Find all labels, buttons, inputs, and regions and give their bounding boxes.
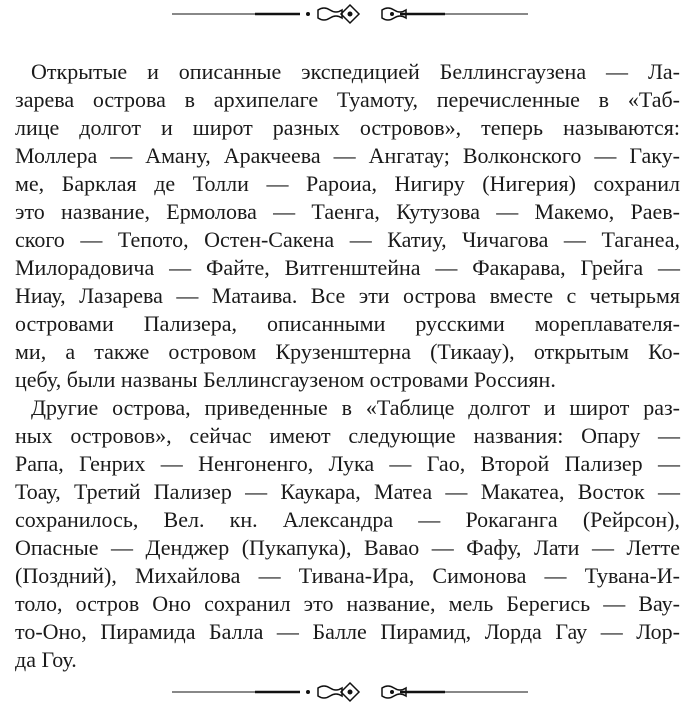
document-body (15, 58, 680, 674)
ornament-icon (172, 683, 528, 701)
text-line: ных островов», сейчас имеют следующие названия: Опару — (15, 423, 680, 448)
text-line: Милорадовича — Файте, Витгенштейна — Факарава, Грейга — (15, 255, 680, 280)
text-line: да Гоу. (15, 647, 77, 672)
text-line: ми, а также островом Крузенштерна (Тикаау), открытым Ко- (15, 339, 680, 364)
text-line: сохранилось, Вел. кн. Александра — Рокаганга (Рейрсон), (15, 507, 680, 532)
text-line: это название, Ермолова — Таенга, Кутузова — Макемо, Раев- (15, 199, 680, 224)
text-line: Моллера — Аману, Аракчеева — Ангатау; Волконского — Гаку- (15, 143, 680, 168)
text-line: Открытые и описанные экспедицией Беллинсгаузена — Ла- (31, 59, 680, 84)
paragraph-2 (15, 394, 680, 674)
text-line: островами Пализера, описанными русскими мореплавателя- (15, 311, 680, 336)
text-line: зарева острова в архипелаге Туамоту, перечисленные в «Таб- (15, 87, 680, 112)
text-line: Рапа, Генрих — Ненгоненго, Лука — Гао, Второй Пализер — (15, 451, 680, 476)
text-line: ского — Тепото, Остен-Сакена — Катиу, Чичагова — Таганеа, (15, 227, 680, 252)
ornament-icon (172, 5, 528, 23)
ornament-divider-top (160, 2, 540, 26)
text-line: ме, Барклая де Толли — Рароиа, Нигиру (Нигерия) сохранил (15, 171, 680, 196)
ornament-divider-bottom (160, 680, 540, 704)
text-line: Тоау, Третий Пализер — Каукара, Матеа — Макатеа, Восток — (15, 479, 680, 504)
paragraph-1 (15, 58, 680, 394)
text-line: (Поздний), Михайлова — Тивана-Ира, Симонова — Тувана-И- (15, 563, 680, 588)
text-line: Другие острова, приведенные в «Таблице долгот и широт раз- (31, 395, 680, 420)
text-line: Ниау, Лазарева — Матаива. Все эти острова вместе с четырьмя (15, 283, 680, 308)
text-line: лице долгот и широт разных островов», теперь называются: (15, 115, 680, 140)
text-line: цебу, были названы Беллинсгаузеном островами Россиян. (15, 367, 556, 392)
text-line: Опасные — Денджер (Пукапука), Вавао — Фафу, Лати — Летте (15, 535, 680, 560)
text-line: толо, остров Оно сохранил это название, мель Берегись — Вау- (15, 591, 680, 616)
text-line: то-Оно, Пирамида Балла — Балле Пирамид, Лорда Гау — Лор- (15, 619, 680, 644)
